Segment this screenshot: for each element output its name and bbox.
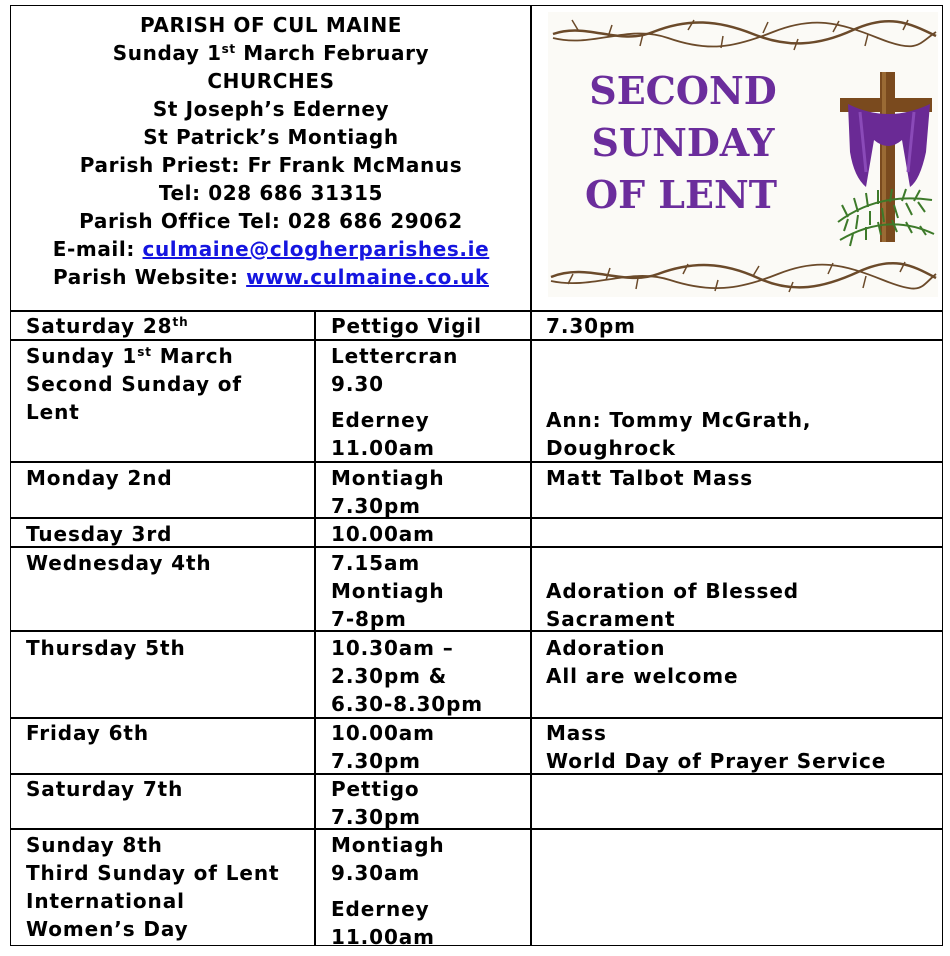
email-line: E-mail: culmaine@clogherparishes.ie bbox=[52, 237, 490, 261]
schedule-place: 10.30am – 2.30pm & 6.30-8.30pm bbox=[331, 636, 484, 716]
parish-office-tel: Parish Office Tel: 028 686 29062 bbox=[79, 209, 463, 233]
schedule-place: Montiagh 9.30am Ederney 11.00am bbox=[331, 833, 445, 949]
schedule-note: Ann: Tommy McGrath, Doughrock bbox=[546, 408, 812, 460]
schedule-day: Friday 6th bbox=[26, 721, 150, 745]
schedule-day: Sunday 8th Third Sunday of Lent International Women’s Day bbox=[26, 833, 280, 941]
schedule-place: Montiagh 7.30pm bbox=[331, 466, 445, 518]
schedule-note: Matt Talbot Mass bbox=[546, 466, 754, 490]
schedule-place: 10.00am 7.30pm bbox=[331, 721, 435, 773]
schedule-day: Tuesday 3rd bbox=[26, 522, 173, 546]
bulletin-table bbox=[10, 5, 943, 949]
schedule-place: Pettigo 7.30pm bbox=[331, 777, 421, 829]
schedule-day: Saturday 28th bbox=[26, 314, 189, 338]
schedule-note: Adoration All are welcome bbox=[546, 636, 739, 688]
schedule-note: Adoration of Blessed Sacrament bbox=[546, 579, 800, 631]
schedule-note: Mass World Day of Prayer Service bbox=[546, 721, 887, 773]
church-ederney: St Joseph’s Ederney bbox=[152, 97, 390, 121]
parish-header bbox=[11, 6, 531, 311]
schedule-place: 7.15am Montiagh 7-8pm bbox=[331, 551, 445, 631]
schedule-place: 10.00am bbox=[331, 522, 435, 546]
thorn-vine-bottom-icon bbox=[551, 262, 936, 292]
schedule-day: Monday 2nd bbox=[26, 466, 173, 490]
schedule-day: Thursday 5th bbox=[26, 636, 186, 660]
thorn-vine-top-icon bbox=[553, 20, 936, 50]
schedule-note: 7.30pm bbox=[546, 314, 636, 338]
parish-priest: Parish Priest: Fr Frank McManus bbox=[79, 153, 463, 177]
banner-line-2: SUNDAY bbox=[591, 120, 775, 165]
second-sunday-of-lent-banner bbox=[548, 12, 938, 297]
banner-line-3: OF LENT bbox=[584, 172, 778, 217]
parish-name: PARISH OF CUL MAINE bbox=[139, 13, 403, 37]
churches-label: CHURCHES bbox=[207, 69, 335, 93]
bulletin-date: Sunday 1st March February bbox=[112, 41, 430, 65]
header-divider bbox=[530, 6, 532, 311]
schedule-day: Sunday 1st March Second Sunday of Lent bbox=[26, 344, 243, 424]
banner-line-1: SECOND bbox=[589, 68, 777, 113]
email-link[interactable]: culmaine@clogherparishes.ie bbox=[142, 237, 490, 261]
website-link[interactable]: www.culmaine.co.uk bbox=[246, 265, 489, 289]
schedule-place: Lettercran 9.30 Ederney 11.00am bbox=[331, 344, 459, 460]
schedule-day: Saturday 7th bbox=[26, 777, 184, 801]
website-line: Parish Website: www.culmaine.co.uk bbox=[53, 265, 489, 289]
schedule-day: Wednesday 4th bbox=[26, 551, 212, 575]
church-montiagh: St Patrick’s Montiagh bbox=[143, 125, 399, 149]
parish-tel: Tel: 028 686 31315 bbox=[158, 181, 384, 205]
lent-banner-graphic bbox=[548, 12, 938, 297]
schedule-place: Pettigo Vigil bbox=[331, 314, 482, 338]
